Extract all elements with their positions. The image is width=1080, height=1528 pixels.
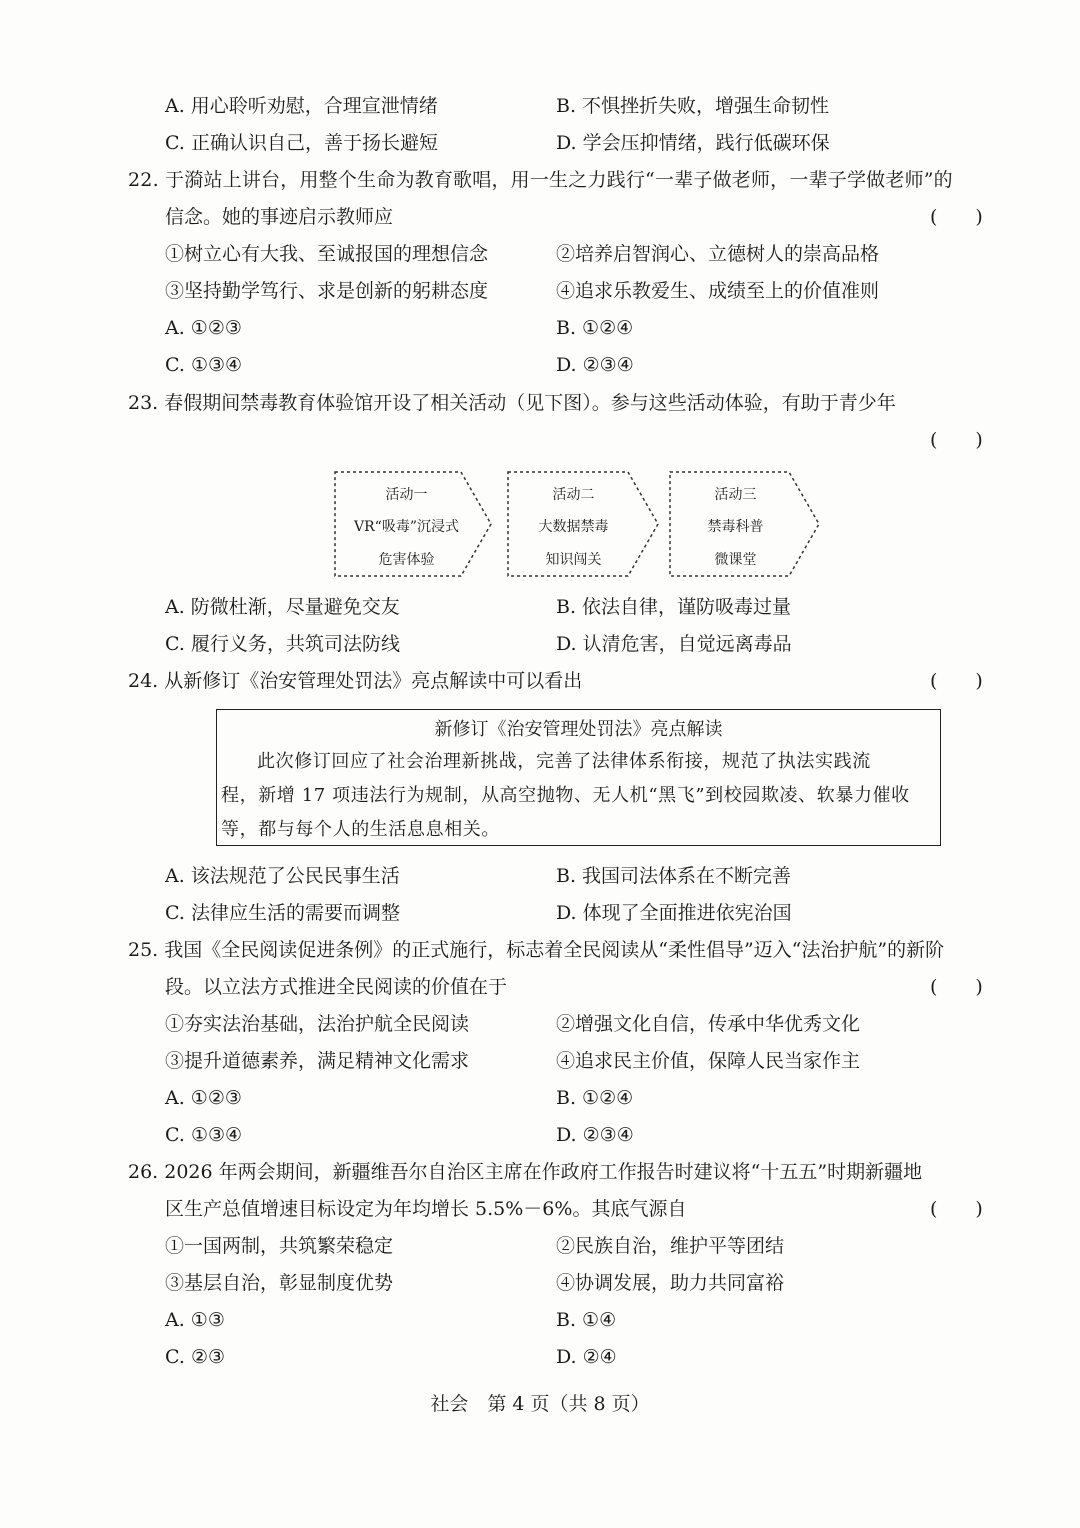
q21-option-c: C. 正确认识自己，善于扬长避短 (165, 132, 438, 154)
q23-option-a: A. 防微杜渐，尽量避免交友 (165, 596, 400, 618)
activity-1-line3: 危害体验 (378, 552, 435, 568)
q23-option-b: B. 依法自律，谨防吸毒过量 (556, 596, 792, 618)
q22-option-a: A. ①②③ (165, 317, 242, 339)
q22-option-d: D. ②③④ (556, 354, 634, 376)
q26-option-b: B. ①④ (556, 1309, 617, 1331)
q26-statement-2: ②民族自治，维护平等团结 (556, 1235, 785, 1257)
q22-statement-2: ②培养启智润心、立德树人的崇高品格 (556, 243, 880, 265)
q23-option-d: D. 认清危害，自觉远离毒品 (556, 633, 792, 655)
q26-stem-line2: 区生产总值增速目标设定为年均增长 5.5%－6%。其底气源自 (165, 1198, 687, 1220)
q26-option-c: C. ②③ (165, 1346, 226, 1368)
q24-stem-line1: 24. 从新修订《治安管理处罚法》亮点解读中可以看出 (128, 670, 583, 692)
activity-3-line3: 微课堂 (714, 552, 757, 568)
activity-3-line2: 禁毒科普 (707, 519, 764, 535)
law-box-line2: 程，新增 17 项违法行为规制，从高空抛物、无人机“黑飞”到校园欺凌、软暴力催收 (221, 785, 910, 806)
q25-statement-1: ①夯实法治基础，法治护航全民阅读 (165, 1013, 470, 1035)
q22-answer-paren: ( ) (930, 206, 983, 228)
q24-option-d: D. 体现了全面推进依宪治国 (556, 902, 792, 924)
q25-answer-paren: ( ) (930, 976, 983, 998)
q25-option-d: D. ②③④ (556, 1124, 634, 1146)
q25-statement-4: ④追求民主价值，保障人民当家作主 (556, 1050, 861, 1072)
activity-2-line2: 大数据禁毒 (538, 519, 609, 535)
law-box-title: 新修订《治安管理处罚法》亮点解读 (434, 719, 723, 740)
q23-stem-line1: 23. 春假期间禁毒教育体验馆开设了相关活动（见下图）。参与这些活动体验，有助于青少年 (128, 392, 896, 414)
q26-option-d: D. ②④ (556, 1346, 617, 1368)
q26-stem-line1: 26. 2026 年两会期间，新疆维吾尔自治区主席在作政府工作报告时建议将“十五五”时期新疆地 (128, 1161, 923, 1183)
q22-statement-3: ③坚持勤学笃行、求是创新的躬耕态度 (165, 280, 489, 302)
law-highlights-box (216, 709, 941, 846)
law-box-line3: 等，都与每个人的生活息息相关。 (221, 819, 500, 840)
q24-option-b: B. 我国司法体系在不断完善 (556, 865, 792, 887)
q24-option-a: A. 该法规范了公民民事生活 (165, 865, 400, 887)
activity-1-line2: VR“吸毒”沉浸式 (354, 519, 459, 535)
q22-option-c: C. ①③④ (165, 354, 243, 376)
q24-answer-paren: ( ) (930, 670, 983, 692)
activity-1-title: 活动一 (385, 487, 428, 503)
q23-answer-paren: ( ) (930, 429, 983, 451)
activity-2-line3: 知识闯关 (545, 552, 602, 568)
q25-option-c: C. ①③④ (165, 1124, 243, 1146)
q22-option-b: B. ①②④ (556, 317, 634, 339)
q25-option-a: A. ①②③ (165, 1087, 242, 1109)
q22-statement-4: ④追求乐教爱生、成绩至上的价值准则 (556, 280, 880, 302)
q23-option-c: C. 履行义务，共筑司法防线 (165, 633, 400, 655)
q22-stem-line2: 信念。她的事迹启示教师应 (165, 206, 394, 228)
activity-2-title: 活动二 (552, 487, 595, 503)
activity-flow-diagram (333, 468, 823, 580)
q24-option-c: C. 法律应生活的需要而调整 (165, 902, 400, 924)
q22-stem-line1: 22. 于漪站上讲台，用整个生命为教育歌唱，用一生之力践行“一辈子做老师，一辈子学做老师”的 (128, 169, 953, 191)
q25-stem-line1: 25. 我国《全民阅读促进条例》的正式施行，标志着全民阅读从“柔性倡导”迈入“法治护航”的新阶 (128, 939, 945, 961)
q25-option-b: B. ①②④ (556, 1087, 634, 1109)
q26-option-a: A. ①③ (165, 1309, 225, 1331)
activity-3-title: 活动三 (714, 487, 757, 503)
q21-option-b: B. 不惧挫折失败，增强生命韧性 (556, 95, 830, 117)
q21-option-d: D. 学会压抑情绪，践行低碳环保 (556, 132, 830, 154)
law-box-line1: 此次修订回应了社会治理新挑战，完善了法律体系衔接，规范了执法实践流 (257, 751, 871, 772)
q26-statement-4: ④协调发展，助力共同富裕 (556, 1272, 785, 1294)
q26-statement-3: ③基层自治，彰显制度优势 (165, 1272, 394, 1294)
q21-option-a: A. 用心聆听劝慰，合理宣泄情绪 (165, 95, 438, 117)
q22-statement-1: ①树立心有大我、至诚报国的理想信念 (165, 243, 489, 265)
page-footer: 社会 第 4 页（共 8 页） (430, 1393, 650, 1415)
q25-statement-3: ③提升道德素养，满足精神文化需求 (165, 1050, 470, 1072)
q26-statement-1: ①一国两制，共筑繁荣稳定 (165, 1235, 394, 1257)
q26-answer-paren: ( ) (930, 1198, 983, 1220)
q25-stem-line2: 段。以立法方式推进全民阅读的价值在于 (165, 976, 508, 998)
q25-statement-2: ②增强文化自信，传承中华优秀文化 (556, 1013, 861, 1035)
